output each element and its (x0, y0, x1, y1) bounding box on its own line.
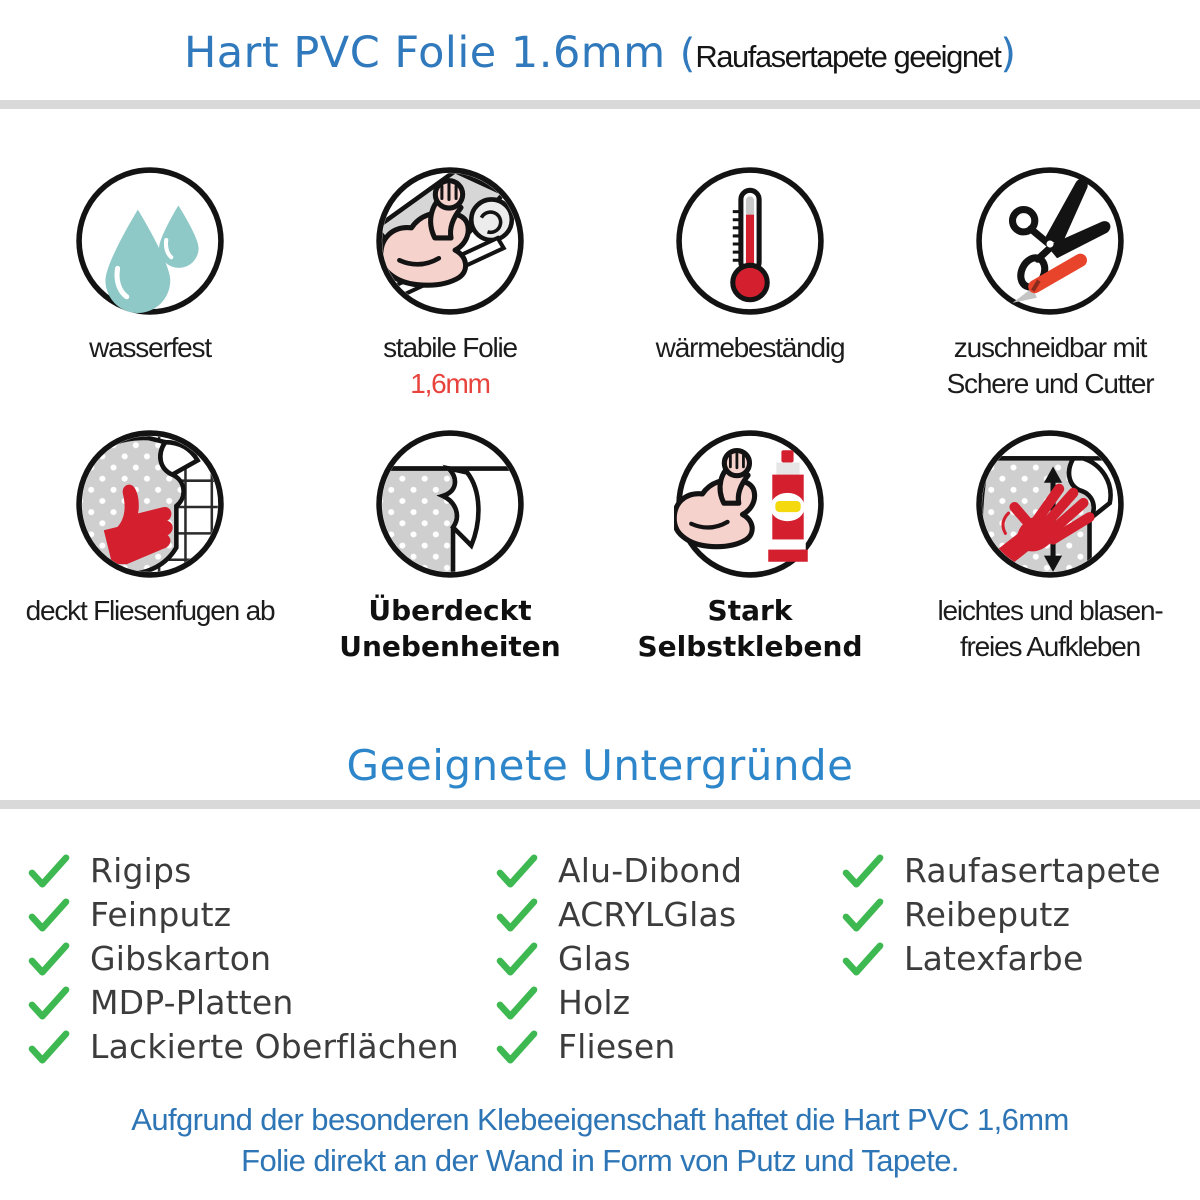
surface-item: MDP-Platten (28, 981, 496, 1024)
water-drops-icon (74, 165, 226, 317)
surfaces-heading: Geeignete Untergründe (346, 741, 854, 790)
feature-label: Überdeckt Unebenheiten (339, 594, 561, 663)
feature-label: wärmebeständig (655, 332, 845, 363)
surface-item: ACRYLGlas (496, 893, 842, 936)
check-icon (28, 898, 70, 932)
surface-item: Reibeputz (842, 893, 1200, 936)
page-title (0, 0, 1200, 78)
feature-unebenheiten (300, 428, 600, 665)
muscle-glue-tube-icon (674, 428, 826, 580)
surface-item: Glas (496, 937, 842, 980)
feature-waermebestaendig (600, 165, 900, 402)
footer-line-1: Aufgrund der besonderen Klebeeigenschaft haftet die Hart PVC 1,6mm (131, 1102, 1069, 1137)
check-icon (496, 1030, 538, 1064)
surface-item: Alu-Dibond (496, 849, 842, 892)
check-icon (842, 854, 884, 888)
scissors-cutter-icon (974, 165, 1126, 317)
feature-aufkleben (900, 428, 1200, 665)
check-icon (28, 1030, 70, 1064)
feature-zuschneidbar (900, 165, 1200, 402)
features-grid (0, 165, 1200, 665)
feature-fliesenfugen (0, 428, 300, 665)
footer-line-2: Folie direkt an der Wand in Form von Putz und Tapete. (241, 1143, 959, 1178)
feature-label: leichtes und blasen- freies Aufkleben (937, 595, 1163, 662)
title-paren-close: ) (1000, 31, 1017, 77)
muscle-foil-roll-icon (374, 165, 526, 317)
feature-selbstklebend (600, 428, 900, 665)
divider-top (0, 100, 1200, 109)
feature-label: deckt Fliesenfugen ab (25, 595, 275, 626)
check-icon (496, 942, 538, 976)
title-paren-open: ( (679, 31, 696, 77)
surface-item: Lackierte Oberflächen (28, 1025, 496, 1068)
check-icon (28, 986, 70, 1020)
feature-stabile-folie (300, 165, 600, 402)
feature-label: zuschneidbar mit Schere und Cutter (946, 332, 1154, 399)
surface-item: Latexfarbe (842, 937, 1200, 980)
surface-item: Gibskarton (28, 937, 496, 980)
check-icon (496, 986, 538, 1020)
surface-item: Holz (496, 981, 842, 1024)
footer-note (0, 1099, 1200, 1181)
feature-label: wasserfest (89, 332, 211, 363)
surfaces-column-1 (28, 849, 496, 1069)
surface-item: Feinputz (28, 893, 496, 936)
surface-item: Fliesen (496, 1025, 842, 1068)
surfaces-column-2 (496, 849, 842, 1069)
feature-wasserfest (0, 165, 300, 402)
check-icon (842, 942, 884, 976)
check-icon (842, 898, 884, 932)
feature-label: stabile Folie 1,6mm (383, 330, 517, 402)
surfaces-column-3 (842, 849, 1200, 1069)
thumb-up-tiles-icon (74, 428, 226, 580)
thermometer-icon (674, 165, 826, 317)
title-main: Hart PVC Folie 1.6mm (183, 28, 680, 78)
check-icon (28, 942, 70, 976)
divider-middle (0, 800, 1200, 809)
surface-item: Raufasertapete (842, 849, 1200, 892)
foil-fold-icon (374, 428, 526, 580)
check-icon (496, 854, 538, 888)
title-note: Raufasertapete geeignet (695, 39, 1001, 74)
thickness-value: 1,6mm (410, 368, 490, 399)
check-icon (28, 854, 70, 888)
feature-label: Stark Selbstklebend (637, 594, 863, 663)
hand-smoothing-icon (974, 428, 1126, 580)
surfaces-grid (0, 849, 1200, 1069)
check-icon (496, 898, 538, 932)
surface-item: Rigips (28, 849, 496, 892)
